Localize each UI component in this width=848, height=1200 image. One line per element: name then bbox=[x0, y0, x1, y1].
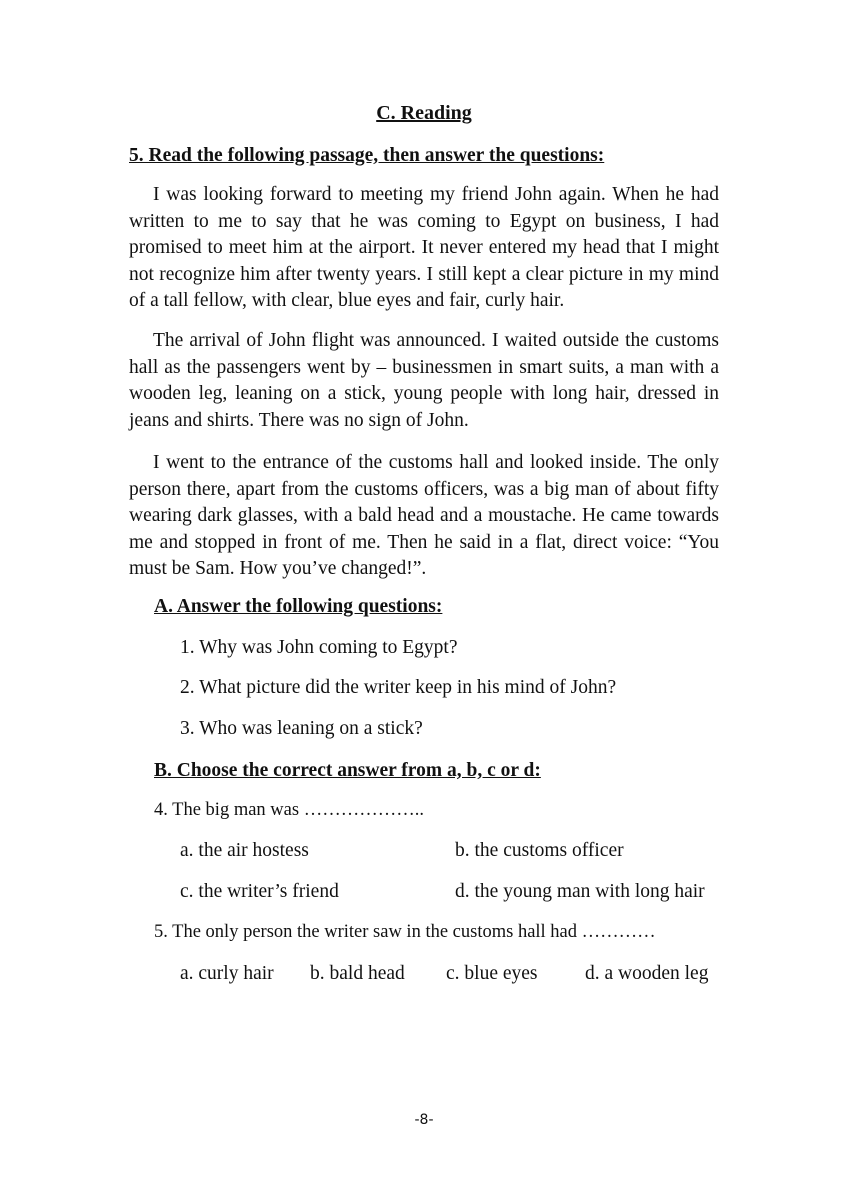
question-1: 1. Why was John coming to Egypt? bbox=[180, 637, 458, 658]
mcq-5-stem: 5. The only person the writer saw in the customs hall had ………… bbox=[154, 922, 656, 942]
page-number: -8- bbox=[414, 1112, 434, 1128]
mcq-4-option-a: a. the air hostess bbox=[180, 840, 309, 861]
mcq-5-option-a: a. curly hair bbox=[180, 963, 274, 984]
mcq-5-option-c: c. blue eyes bbox=[446, 963, 538, 984]
part-b-heading: B. Choose the correct answer from a, b, c or d: bbox=[154, 760, 541, 781]
mcq-4-option-d: d. the young man with long hair bbox=[455, 881, 705, 902]
question-2: 2. What picture did the writer keep in his mind of John? bbox=[180, 677, 617, 698]
mcq-5-option-b: b. bald head bbox=[310, 963, 405, 984]
mcq-4-stem: 4. The big man was ……………….. bbox=[154, 800, 424, 820]
part-a-heading: A. Answer the following questions: bbox=[154, 596, 443, 617]
passage-paragraph-1: I was looking forward to meeting my friend John again. When he had written to me to say that he was coming to Egypt on business, I had promised to meet him at the airport. It never entered my head that I might not recognize him after twenty years. I still kept a clear picture in my mind of a tall fellow, with clear, blue eyes and fair, curly hair. bbox=[129, 184, 719, 311]
task-heading: 5. Read the following passage, then answer the questions: bbox=[129, 145, 605, 166]
mcq-4-option-c: c. the writer’s friend bbox=[180, 881, 339, 902]
mcq-4-option-b: b. the customs officer bbox=[455, 840, 624, 861]
mcq-5-option-d: d. a wooden leg bbox=[585, 963, 709, 984]
passage-paragraph-3: I went to the entrance of the customs hall and looked inside. The only person there, apart from the customs officers, was a big man of about fifty wearing dark glasses, with a bald head and a moustache. He came towards me and stopped in front of me. Then he said in a flat, direct voice: “You must be Sam. How you’ve changed!”. bbox=[129, 452, 719, 579]
section-title: C. Reading bbox=[376, 102, 472, 124]
question-3: 3. Who was leaning on a stick? bbox=[180, 718, 423, 739]
passage-paragraph-2: The arrival of John flight was announced. I waited outside the customs hall as the passengers went by – businessmen in smart suits, a man with a wooden leg, leaning on a stick, young people with long hair, dressed in jeans and shirts. There was no sign of John. bbox=[129, 330, 719, 431]
